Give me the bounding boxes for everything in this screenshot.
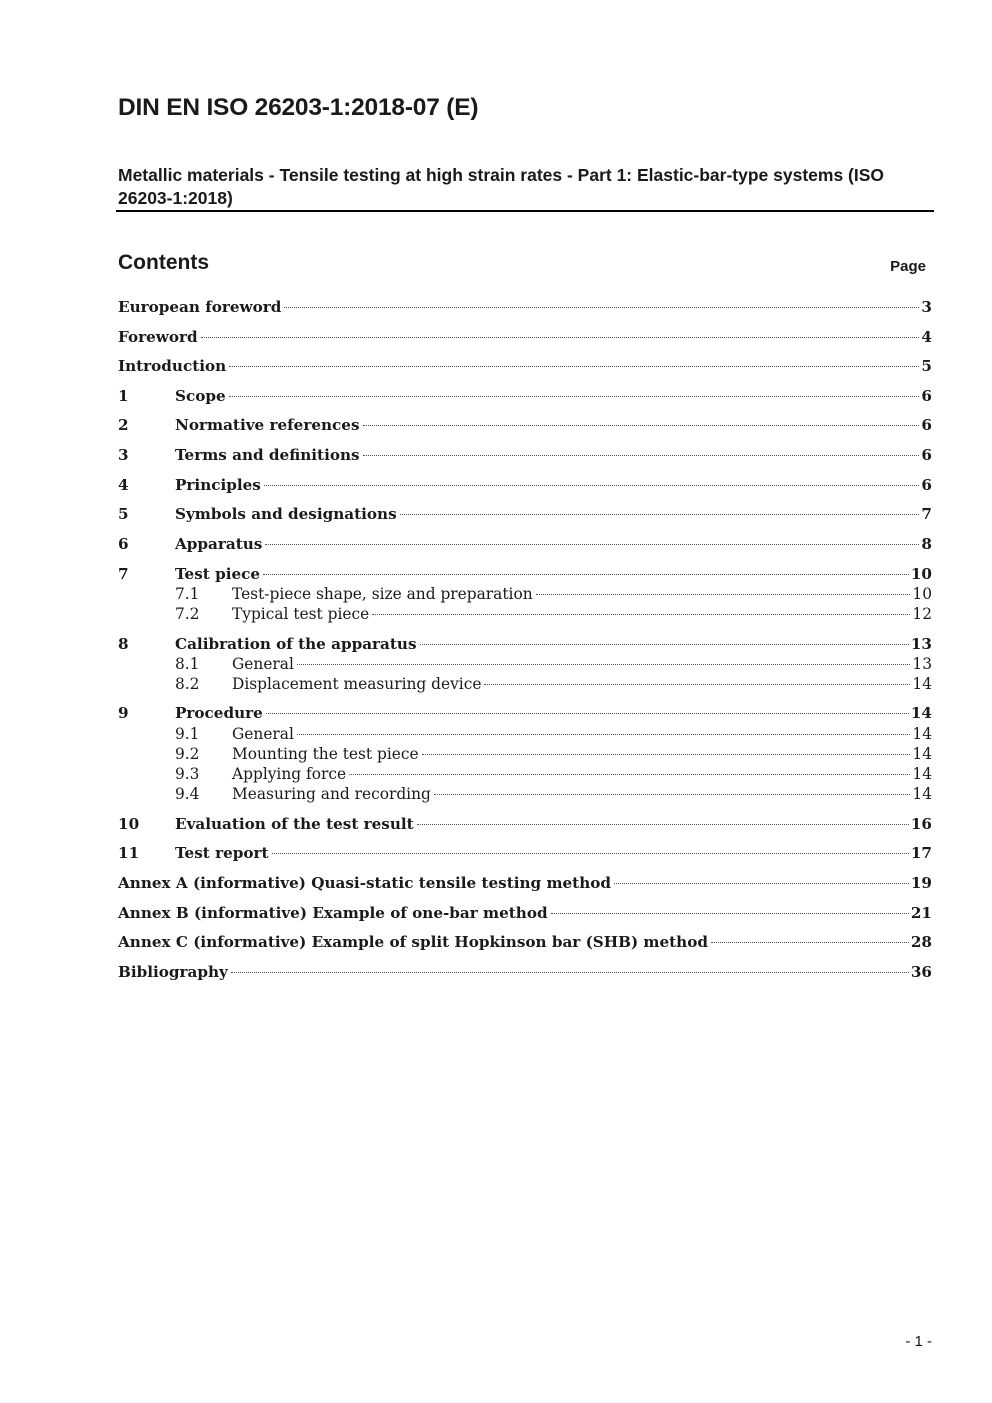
toc-entry-annex-c[interactable]: [118, 933, 932, 953]
toc-dot-leader: [349, 774, 910, 775]
toc-dot-leader: [434, 794, 911, 795]
toc-entry-title: Bibliography: [118, 963, 228, 981]
toc-entry-number: 3: [118, 446, 129, 464]
toc-subentry-procedure-general[interactable]: [118, 725, 932, 745]
toc-entry-title: Annex A (informative) Quasi-static tensile testing method: [118, 874, 611, 892]
toc-dot-leader: [484, 684, 910, 685]
toc-entry-number: 5: [118, 505, 129, 523]
toc-entry-european-foreword[interactable]: [118, 298, 932, 318]
toc-entry-number: 10: [118, 815, 140, 833]
footer-page-number: - 1 -: [905, 1333, 932, 1350]
toc-entry-symbols-and-designations[interactable]: [118, 505, 932, 525]
toc-entry-title: General: [232, 725, 294, 743]
toc-entry-page: 6: [921, 476, 932, 494]
toc-entry-title: Displacement measuring device: [232, 675, 482, 693]
toc-entry-annex-a[interactable]: [118, 874, 932, 894]
toc-entry-number: 11: [118, 844, 140, 862]
toc-entry-number: 9.4: [175, 785, 200, 803]
toc-entry-page: 14: [910, 704, 932, 722]
toc-entry-number: 8.2: [175, 675, 200, 693]
toc-entry-title: Annex C (informative) Example of split Hopkinson bar (SHB) method: [118, 933, 708, 951]
toc-entry-title: Scope: [175, 387, 226, 405]
toc-entry-evaluation[interactable]: [118, 815, 932, 835]
toc-subentry-test-piece-shape[interactable]: [118, 585, 932, 605]
toc-entry-number: 2: [118, 416, 129, 434]
toc-entry-page: 36: [910, 963, 932, 981]
toc-dot-leader: [400, 514, 920, 515]
toc-entry-page: 12: [912, 605, 932, 623]
toc-subentry-calibration-general[interactable]: [118, 655, 932, 675]
toc-subentry-applying-force[interactable]: [118, 765, 932, 785]
toc-entry-page: 13: [910, 635, 932, 653]
toc-entry-scope[interactable]: [118, 387, 932, 407]
toc-entry-title: Annex B (informative) Example of one-bar method: [118, 904, 548, 922]
toc-subentry-measuring-recording[interactable]: [118, 785, 932, 805]
toc-entry-page: 5: [921, 357, 932, 375]
toc-entry-title: Apparatus: [175, 535, 263, 553]
toc-dot-leader: [266, 713, 909, 714]
toc-entry-number: 7.1: [175, 585, 200, 603]
toc-entry-number: 6: [118, 535, 129, 553]
toc-dot-leader: [536, 594, 911, 595]
toc-entry-title: Test-piece shape, size and preparation: [232, 585, 533, 603]
toc-entry-title: Procedure: [175, 704, 263, 722]
toc-dot-leader: [372, 614, 910, 615]
toc-dot-leader: [201, 337, 920, 338]
toc-dot-leader: [231, 972, 909, 973]
toc-entry-principles[interactable]: [118, 476, 932, 496]
toc-dot-leader: [363, 455, 920, 456]
toc-entry-title: Evaluation of the test result: [175, 815, 414, 833]
toc-dot-leader: [229, 396, 920, 397]
toc-entry-page: 17: [910, 844, 932, 862]
toc-entry-number: 8.1: [175, 655, 200, 673]
toc-dot-leader: [614, 883, 909, 884]
toc-entry-title: Terms and definitions: [175, 446, 360, 464]
toc-entry-title: Calibration of the apparatus: [175, 635, 417, 653]
toc-entry-page: 14: [912, 745, 932, 763]
toc-entry-page: 6: [921, 416, 932, 434]
toc-entry-number: 9.3: [175, 765, 200, 783]
toc-dot-leader: [272, 853, 909, 854]
toc-entry-introduction[interactable]: [118, 357, 932, 377]
toc-entry-annex-b[interactable]: [118, 904, 932, 924]
toc-entry-page: 14: [912, 725, 932, 743]
toc-entry-number: 1: [118, 387, 129, 405]
toc-entry-number: 9.1: [175, 725, 200, 743]
toc-entry-page: 16: [910, 815, 932, 833]
toc-entry-title: Principles: [175, 476, 261, 494]
toc-dot-leader: [263, 574, 909, 575]
toc-entry-number: 7.2: [175, 605, 200, 623]
toc-subentry-mounting[interactable]: [118, 745, 932, 765]
toc-entry-procedure[interactable]: [118, 704, 932, 724]
toc-entry-title: Mounting the test piece: [232, 745, 419, 763]
toc-dot-leader: [551, 913, 909, 914]
toc-entry-title: Introduction: [118, 357, 227, 375]
toc-subentry-typical-test-piece[interactable]: [118, 605, 932, 625]
toc-entry-page: 28: [910, 933, 932, 951]
toc-entry-page: 10: [910, 565, 932, 583]
toc-entry-title: Test report: [175, 844, 269, 862]
toc-entry-title: Test piece: [175, 565, 261, 583]
toc-entry-page: 19: [910, 874, 932, 892]
toc-entry-number: 8: [118, 635, 129, 653]
toc-dot-leader: [284, 307, 919, 308]
toc-dot-leader: [420, 644, 909, 645]
toc-entry-page: 13: [912, 655, 932, 673]
toc-entry-apparatus[interactable]: [118, 535, 932, 555]
toc-entry-title: European foreword: [118, 298, 282, 316]
toc-entry-page: 6: [921, 446, 932, 464]
toc-entry-page: 4: [921, 328, 932, 346]
toc-entry-page: 14: [912, 675, 932, 693]
toc-subentry-displacement-device[interactable]: [118, 675, 932, 695]
toc-dot-leader: [297, 734, 911, 735]
toc-entry-page: 6: [921, 387, 932, 405]
toc-entry-number: 4: [118, 476, 129, 494]
toc-entry-page: 8: [921, 535, 932, 553]
toc-entry-title: Foreword: [118, 328, 198, 346]
toc-dot-leader: [265, 544, 919, 545]
toc-entry-page: 14: [912, 765, 932, 783]
toc-entry-number: 9: [118, 704, 129, 722]
toc-entry-page: 3: [921, 298, 932, 316]
toc-entry-page: 21: [910, 904, 932, 922]
title-rule: [116, 210, 934, 212]
toc-entry-title: Typical test piece: [232, 605, 370, 623]
toc-entry-title: General: [232, 655, 294, 673]
toc-entry-page: 14: [912, 785, 932, 803]
toc-entry-title: Measuring and recording: [232, 785, 431, 803]
toc-entry-title: Applying force: [232, 765, 347, 783]
toc-entry-calibration[interactable]: [118, 635, 932, 655]
toc-entry-title: Normative references: [175, 416, 360, 434]
toc-entry-page: 7: [921, 505, 932, 523]
toc-dot-leader: [297, 664, 911, 665]
toc-dot-leader: [264, 485, 920, 486]
page-column-label: Page: [890, 258, 926, 275]
toc-dot-leader: [417, 824, 909, 825]
toc-entry-number: 9.2: [175, 745, 200, 763]
document-id: DIN EN ISO 26203-1:2018-07 (E): [118, 94, 479, 121]
toc-entry-test-piece[interactable]: [118, 565, 932, 585]
document-title: Metallic materials - Tensile testing at high strain rates - Part 1: Elastic-bar-type systems (ISO 26203-1:2018): [118, 165, 885, 208]
toc-entry-foreword[interactable]: [118, 328, 932, 348]
toc-dot-leader: [363, 425, 920, 426]
toc-dot-leader: [422, 754, 911, 755]
toc-dot-leader: [229, 366, 919, 367]
toc-entry-test-report[interactable]: [118, 844, 932, 864]
toc-entry-normative-references[interactable]: [118, 416, 932, 436]
contents-heading: Contents: [118, 251, 209, 274]
toc-entry-number: 7: [118, 565, 129, 583]
toc-entry-page: 10: [912, 585, 932, 603]
toc-entry-title: Symbols and designations: [175, 505, 397, 523]
toc-entry-bibliography[interactable]: [118, 963, 932, 983]
toc-dot-leader: [711, 942, 909, 943]
toc-entry-terms-and-definitions[interactable]: [118, 446, 932, 466]
